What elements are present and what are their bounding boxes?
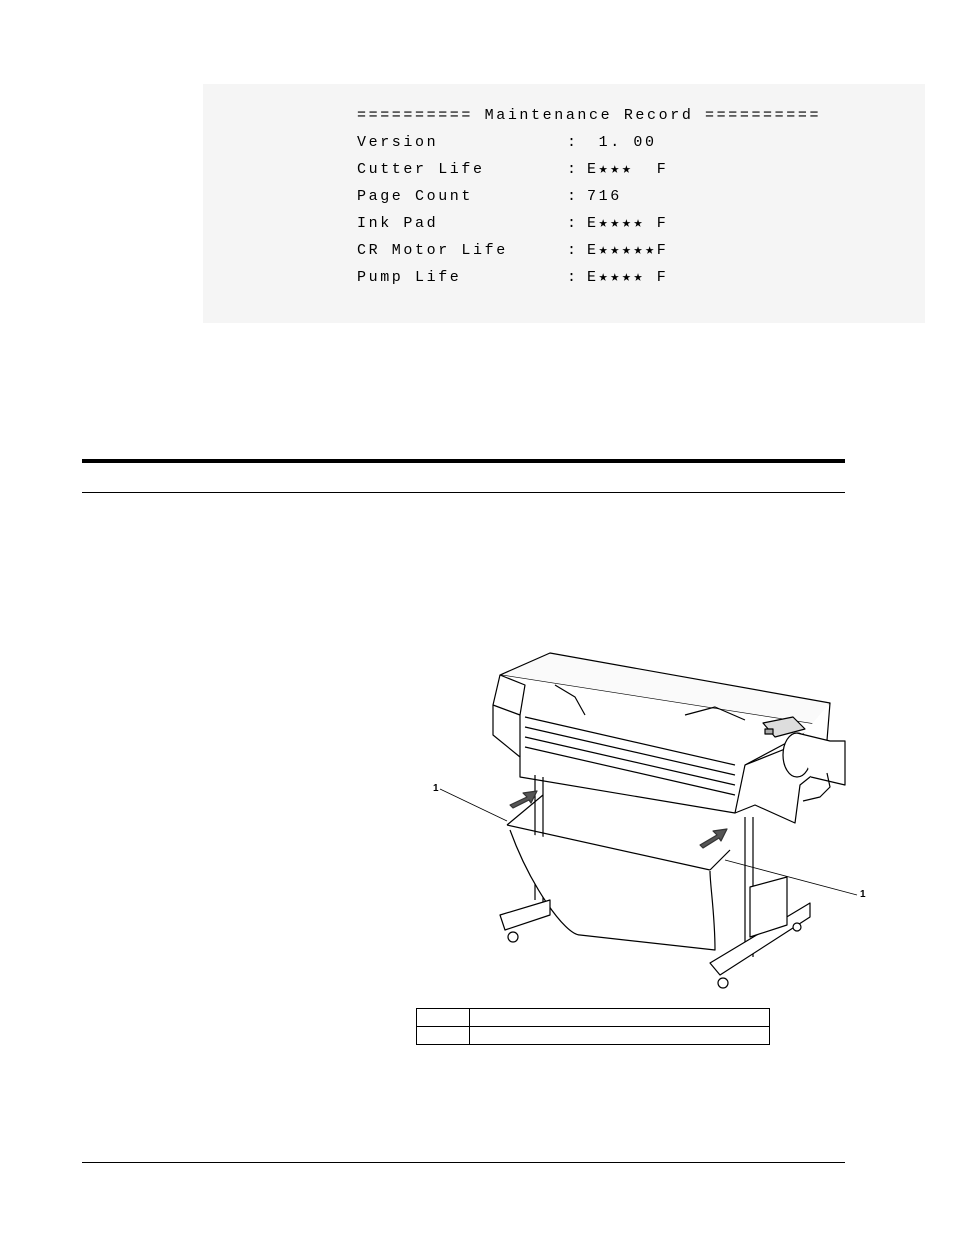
record-value: E★★★★ F bbox=[587, 215, 669, 232]
record-colon: : bbox=[567, 134, 579, 151]
record-colon: : bbox=[567, 269, 579, 286]
callout-label: 1 bbox=[860, 889, 866, 900]
record-colon: : bbox=[567, 215, 579, 232]
record-value: E★★★★ F bbox=[587, 269, 669, 286]
record-row-cutter-life bbox=[357, 159, 669, 181]
maintenance-record-header: ========== Maintenance Record ========== bbox=[357, 107, 822, 124]
record-value: E★★★★★F bbox=[587, 242, 669, 259]
record-label: Page Count bbox=[357, 188, 474, 205]
record-value: E★★★ F bbox=[587, 161, 669, 178]
record-colon: : bbox=[567, 242, 579, 259]
record-value: 1. 00 bbox=[587, 134, 657, 151]
legend-text-cell bbox=[470, 1027, 770, 1045]
legend-number-cell bbox=[417, 1027, 470, 1045]
record-row-page-count bbox=[357, 186, 622, 208]
record-label: Cutter Life bbox=[357, 161, 485, 178]
record-row-version bbox=[357, 132, 657, 154]
table-row bbox=[417, 1009, 770, 1027]
callout-label: 1 bbox=[433, 783, 439, 794]
table-row bbox=[417, 1027, 770, 1045]
record-label: Ink Pad bbox=[357, 215, 439, 232]
record-row-ink-pad bbox=[357, 213, 669, 235]
record-value: 716 bbox=[587, 188, 622, 205]
record-row-pump-life bbox=[357, 267, 669, 289]
record-label: Pump Life bbox=[357, 269, 462, 286]
record-label: Version bbox=[357, 134, 439, 151]
printer-stand-illustration bbox=[425, 645, 870, 995]
legend-text-cell bbox=[470, 1009, 770, 1027]
footer-rule bbox=[82, 1162, 845, 1163]
section-rule-thick bbox=[82, 459, 845, 463]
record-colon: : bbox=[567, 188, 579, 205]
section-rule-thin bbox=[82, 492, 845, 493]
legend-table bbox=[416, 1008, 770, 1045]
record-colon: : bbox=[567, 161, 579, 178]
record-row-cr-motor-life bbox=[357, 240, 669, 262]
legend-number-cell bbox=[417, 1009, 470, 1027]
record-label: CR Motor Life bbox=[357, 242, 508, 259]
